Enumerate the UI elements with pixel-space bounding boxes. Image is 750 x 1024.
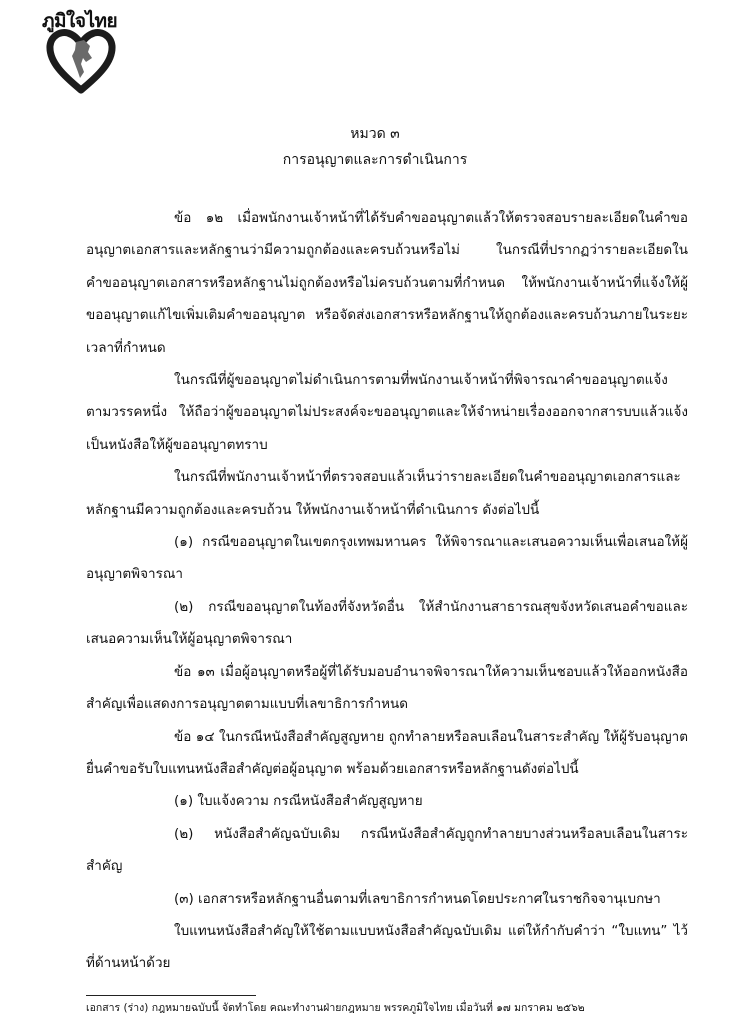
clause-12-item-1: (๑) กรณีขออนุญาตในเขตกรุงเทพมหานคร ให้พิจารณาและเสนอความเห็นเพื่อเสนอให้ผู้อนุญาตพิจารณา <box>86 534 688 583</box>
clause-12-paragraph-2: ในกรณีที่ผู้ขออนุญาตไม่ดำเนินการตามที่พนักงานเจ้าหน้าที่พิจารณาคำขออนุญาตแจ้งตามวรรคหนึ่ง ให้ถือว่าผู้ขออนุญาตไม่ประสงค์จะขออนุญาตและให้จำหน่ายเรื่องออกจากสารบบแล้วแจ้งเป็นหนังสือให้ผู้ขออนุญาตทราบ <box>86 372 688 453</box>
heart-map-icon <box>46 28 116 94</box>
clause-14-item-2: (๒) หนังสือสำคัญฉบับเดิม กรณีหนังสือสำคัญถูกทำลายบางส่วนหรือลบเลือนในสาระสำคัญ <box>86 825 688 875</box>
clause-12-paragraph-3: ในกรณีที่พนักงานเจ้าหน้าที่ตรวจสอบแล้วเห็นว่ารายละเอียดในคำขออนุญาตเอกสารและหลักฐานมีความถูกต้องและครบถ้วน ให้พนักงานเจ้าหน้าที่ดำเนินการ ดังต่อไปนี้ <box>86 469 681 518</box>
clause-14-paragraph-2: ใบแทนหนังสือสำคัญให้ใช้ตามแบบหนังสือสำคัญฉบับเดิม แต่ให้กำกับคำว่า “ใบแทน” ไว้ที่ด้านหน้าด้วย <box>86 922 688 972</box>
chapter-title: การอนุญาตและการดำเนินการ <box>282 152 468 168</box>
chapter-heading: หมวด ๓ <box>350 126 400 142</box>
clause-14-item-1: (๑) ใบแจ้งความ กรณีหนังสือสำคัญสูญหาย <box>174 793 423 810</box>
logo-text: ภูมิใจไทย <box>42 10 118 32</box>
footnote: เอกสาร (ร่าง) กฎหมายฉบับนี้ จัดทำโดย คณะทำงานฝ่ายกฎหมาย พรรคภูมิใจไทย เมื่อวันที่ ๑๗ มกราคม ๒๕๖๒ <box>86 1002 585 1014</box>
clause-14: ข้อ ๑๔ ในกรณีหนังสือสำคัญสูญหาย ถูกทำลายหรือลบเลือนในสาระสำคัญ ให้ผู้รับอนุญาตยื่นคำขอรับใบแทนหนังสือสำคัญต่อผู้อนุญาต พร้อมด้วยเอกสารหรือหลักฐานดังต่อไปนี้ <box>86 728 688 777</box>
footnote-divider <box>86 995 256 996</box>
document-body <box>86 202 688 980</box>
clause-12: ข้อ ๑๒ เมื่อพนักงานเจ้าหน้าที่ได้รับคำขออนุญาตแล้วให้ตรวจสอบรายละเอียดในคำขออนุญาตเอกสารและหลักฐานว่ามีความถูกต้องและครบถ้วนหรือไม่ ในกรณีที่ปรากฏว่ารายละเอียดในคำขออนุญาตเอกสารหรือหลักฐานไม่ถูกต้องหรือไม่ครบถ้วนตามที่กำหนด ให้พนักงานเจ้าหน้าที่แจ้งให้ผู้ขออนุญาตแก้ไขเพิ่มเติมคำขออนุญาต หรือจัดส่งเอกสารหรือหลักฐานให้ถูกต้องและครบถ้วนภายในระยะเวลาที่กำหนด <box>86 210 688 356</box>
clause-12-item-2: (๒) กรณีขออนุญาตในท้องที่จังหวัดอื่น ให้สำนักงานสาธารณสุขจังหวัดเสนอคำขอและเสนอความเห็นให้ผู้อนุญาตพิจารณา <box>86 598 688 648</box>
party-logo <box>32 4 132 96</box>
clause-14-item-3: (๓) เอกสารหรือหลักฐานอื่นตามที่เลขาธิการกำหนดโดยประกาศในราชกิจจานุเบกษา <box>174 890 661 907</box>
clause-13: ข้อ ๑๓ เมื่อผู้อนุญาตหรือผู้ที่ได้รับมอบอำนาจพิจารณาให้ความเห็นชอบแล้วให้ออกหนังสือสำคัญเพื่อแสดงการอนุญาตตามแบบที่เลขาธิการกำหนด <box>86 663 688 713</box>
